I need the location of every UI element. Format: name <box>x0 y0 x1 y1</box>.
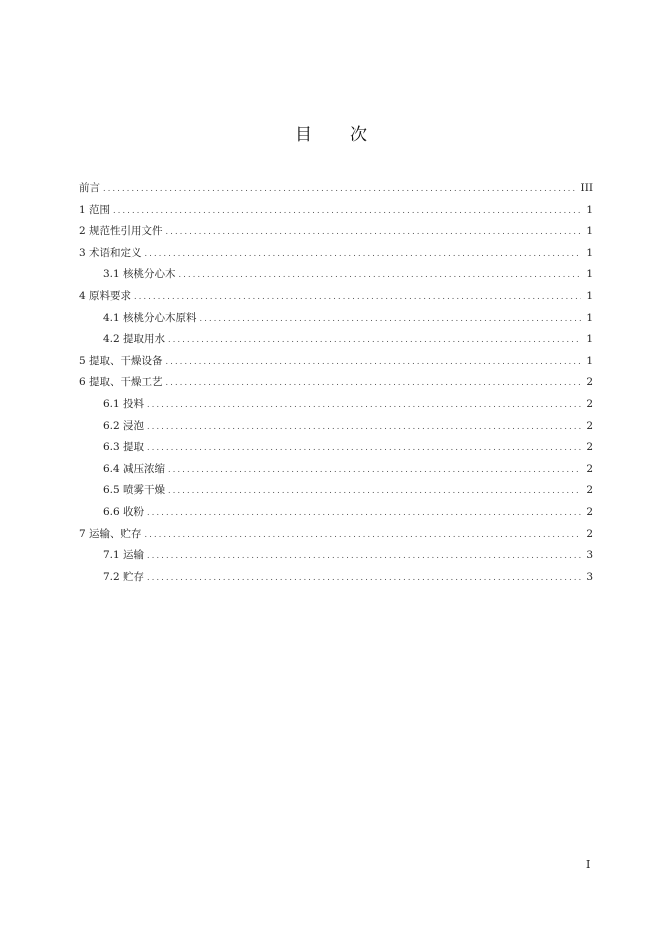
table-of-contents <box>79 178 593 588</box>
toc-entry-page: 2 <box>586 419 593 432</box>
toc-entry-label: 7 运输、贮存 <box>79 527 142 540</box>
toc-leader-dots <box>103 178 577 200</box>
toc-entry-foreword[interactable] <box>79 178 593 200</box>
toc-entry-5[interactable] <box>79 351 593 373</box>
toc-entry-3[interactable] <box>79 243 593 265</box>
title-char-1: 目 <box>295 125 312 145</box>
toc-entry-page: 2 <box>586 484 593 497</box>
toc-entry-page: 3 <box>586 570 593 583</box>
toc-entry-4-1[interactable] <box>79 308 593 330</box>
toc-entry-label: 6.4 减压浓缩 <box>103 462 166 475</box>
toc-entry-6-3[interactable] <box>79 437 593 459</box>
toc-entry-6-6[interactable] <box>79 502 593 524</box>
toc-leader-dots <box>166 372 581 394</box>
toc-entry-page: 2 <box>586 397 593 410</box>
toc-entry-page: III <box>580 182 593 194</box>
toc-leader-dots <box>145 524 581 546</box>
title-char-2: 次 <box>350 125 367 145</box>
toc-entry-label: 2 规范性引用文件 <box>79 225 163 238</box>
page-title <box>0 120 662 145</box>
toc-leader-dots <box>166 221 581 243</box>
toc-leader-dots <box>147 394 581 416</box>
toc-leader-dots <box>168 480 581 502</box>
toc-entry-page: 1 <box>586 203 593 216</box>
toc-entry-6-5[interactable] <box>79 480 593 502</box>
toc-entry-6[interactable] <box>79 372 593 394</box>
toc-entry-4[interactable] <box>79 286 593 308</box>
toc-leader-dots <box>168 459 581 481</box>
toc-entry-label: 6.5 喷雾干燥 <box>103 484 166 497</box>
toc-leader-dots <box>168 329 581 351</box>
toc-entry-label: 7.2 贮存 <box>103 570 145 583</box>
toc-leader-dots <box>147 437 581 459</box>
toc-leader-dots <box>145 243 581 265</box>
toc-entry-3-1[interactable] <box>79 264 593 286</box>
toc-entry-label: 6.6 收粉 <box>103 505 145 518</box>
toc-leader-dots <box>200 308 581 330</box>
toc-entry-label: 4.2 提取用水 <box>103 333 166 346</box>
toc-entry-1[interactable] <box>79 200 593 222</box>
toc-entry-6-4[interactable] <box>79 459 593 481</box>
toc-entry-page: 1 <box>586 268 593 281</box>
toc-leader-dots <box>147 416 581 438</box>
toc-entry-7-2[interactable] <box>79 567 593 589</box>
toc-entry-page: 1 <box>586 311 593 324</box>
toc-entry-page: 1 <box>586 333 593 346</box>
toc-entry-label: 3.1 核桃分心木 <box>103 268 176 281</box>
toc-leader-dots <box>147 545 581 567</box>
toc-entry-page: 2 <box>586 441 593 454</box>
toc-entry-page: 1 <box>586 246 593 259</box>
toc-leader-dots <box>179 264 581 286</box>
toc-entry-label: 4 原料要求 <box>79 289 132 302</box>
toc-entry-page: 1 <box>586 225 593 238</box>
toc-entry-6-2[interactable] <box>79 416 593 438</box>
toc-entry-page: 2 <box>586 462 593 475</box>
toc-entry-label: 7.1 运输 <box>103 549 145 562</box>
toc-entry-page: 1 <box>586 289 593 302</box>
toc-leader-dots <box>147 502 581 524</box>
toc-entry-page: 2 <box>586 376 593 389</box>
toc-entry-label: 1 范围 <box>79 203 111 216</box>
toc-leader-dots <box>166 351 581 373</box>
toc-entry-label: 6.3 提取 <box>103 441 145 454</box>
toc-leader-dots <box>147 567 581 589</box>
toc-entry-page: 1 <box>586 354 593 367</box>
toc-entry-4-2[interactable] <box>79 329 593 351</box>
toc-entry-7[interactable] <box>79 524 593 546</box>
toc-entry-label: 3 术语和定义 <box>79 246 142 259</box>
toc-entry-label: 前言 <box>79 182 100 194</box>
toc-entry-page: 2 <box>586 527 593 540</box>
page-number: I <box>586 858 591 871</box>
toc-entry-page: 3 <box>586 549 593 562</box>
toc-entry-2[interactable] <box>79 221 593 243</box>
toc-leader-dots <box>134 286 581 308</box>
toc-entry-label: 6.2 浸泡 <box>103 419 145 432</box>
toc-entry-7-1[interactable] <box>79 545 593 567</box>
toc-leader-dots <box>113 200 581 222</box>
toc-entry-label: 5 提取、干燥设备 <box>79 354 163 367</box>
toc-entry-page: 2 <box>586 505 593 518</box>
toc-entry-label: 6.1 投料 <box>103 397 145 410</box>
toc-entry-label: 6 提取、干燥工艺 <box>79 376 163 389</box>
toc-entry-label: 4.1 核桃分心木原料 <box>103 311 197 324</box>
toc-entry-6-1[interactable] <box>79 394 593 416</box>
